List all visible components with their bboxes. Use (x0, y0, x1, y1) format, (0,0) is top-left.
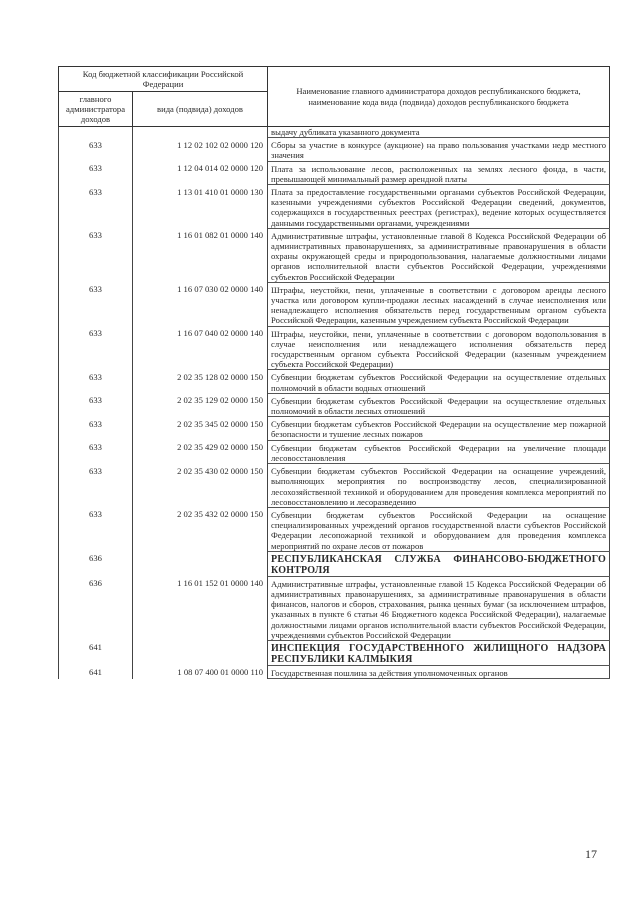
description-cell: Административные штрафы, установленные главой 15 Кодекса Российской Федерации об административных правонарушениях, за административные правонарушения в области финансов, налогов и сборов, страхования, рынка ценных бумаг (за исключением штрафов, указанных в пункте 6 статьи 46 Бюджетного кодекса Российской Федерации), налагаемые должностными лицами органов исполнительной власти субъектов Российской Федерации, учреждениями субъектов Российской Федерации (268, 576, 610, 640)
description-cell: Субвенции бюджетам субъектов Российской Федерации на увеличение площади лесовосстановления (268, 440, 610, 463)
description-cell: Субвенции бюджетам субъектов Российской Федерации на оснащение учреждений, выполняющих мероприятия по воспроизводству лесов, специализированной лесохозяйственной техникой и оборудованием для проведения комплекса мероприятий по лесовосстановлению и лесоразведению (268, 464, 610, 508)
admin-code-cell: 636 (59, 576, 133, 640)
description-cell: Субвенции бюджетам субъектов Российской Федерации на осуществление отдельных полномочий в области лесных отношений (268, 393, 610, 416)
description-cell: Плата за предоставление государственными органами субъектов Российской Федерации, казенными учреждениями субъектов Российской Федерации сведений, документов, содержащихся в государственных реестрах (регистрах), ведение которых осуществляется данными государственными органами, учреждениями (268, 185, 610, 229)
description-cell: Субвенции бюджетам субъектов Российской Федерации на осуществление мер пожарной безопасности и тушение лесных пожаров (268, 417, 610, 440)
revenue-code-cell (133, 640, 268, 665)
admin-code-cell: 633 (59, 185, 133, 229)
table-row (59, 370, 610, 393)
description-cell: РЕСПУБЛИКАНСКАЯ СЛУЖБА ФИНАНСОВО-БЮДЖЕТНОГО КОНТРОЛЯ (268, 551, 610, 576)
revenue-code-cell: 1 16 07 040 02 0000 140 (133, 326, 268, 370)
revenue-code-cell: 2 02 35 432 02 0000 150 (133, 507, 268, 551)
description-cell: Сборы за участие в конкурсе (аукционе) на право пользования участками недр местного значения (268, 138, 610, 161)
revenue-code-cell: 1 13 01 410 01 0000 130 (133, 185, 268, 229)
description-cell: Штрафы, неустойки, пени, уплаченные в соответствии с договором аренды лесного участка или договором купли-продажи лесных насаждений в случае неисполнения или ненадлежащего исполнения обязательств перед государственным органом субъекта Российской Федерации, казенным учреждением субъекта Российской Федерации (268, 282, 610, 326)
table-row (59, 464, 610, 508)
description-cell: Субвенции бюджетам субъектов Российской Федерации на оснащение специализированных учреждений органов государственной власти субъектов Российской Федерации лесопожарной техникой и оборудованием для проведения комплекса мероприятий по охране лесов от пожаров (268, 507, 610, 551)
table-row (59, 282, 610, 326)
admin-code-cell: 633 (59, 138, 133, 161)
revenue-code-cell: 2 02 35 429 02 0000 150 (133, 440, 268, 463)
bk-group-header: Код бюджетной классификации Российской Федерации (59, 67, 268, 92)
admin-code-cell: 633 (59, 326, 133, 370)
table-row (59, 228, 610, 282)
revenue-code-cell: 1 08 07 400 01 0000 110 (133, 665, 268, 678)
table-row (59, 665, 610, 678)
description-cell: Плата за использование лесов, расположенных на землях лесного фонда, в части, превышающей минимальный размер арендной платы (268, 161, 610, 184)
section-header-row (59, 640, 610, 665)
revenue-code-cell: 1 16 07 030 02 0000 140 (133, 282, 268, 326)
description-cell: Административные штрафы, установленные главой 8 Кодекса Российской Федерации об административных правонарушениях, за административные правонарушения в области охраны окружающей среды и природопользования, налагаемые должностными лицами органов исполнительной власти субъектов Российской Федерации, учреждениями субъектов Российской Федерации (268, 228, 610, 282)
table-body (59, 127, 610, 679)
table-row (59, 393, 610, 416)
page-number: 17 (585, 847, 597, 861)
revenue-code-cell: 2 02 35 345 02 0000 150 (133, 417, 268, 440)
table-row (59, 138, 610, 161)
admin-code-cell: 633 (59, 440, 133, 463)
admin-code-cell: 641 (59, 665, 133, 678)
revenue-code-cell: 1 16 01 082 01 0000 140 (133, 228, 268, 282)
admin-code-cell: 633 (59, 161, 133, 184)
revenue-classification-table (58, 66, 610, 679)
table-row (59, 185, 610, 229)
revenue-code-cell: 1 12 02 102 02 0000 120 (133, 138, 268, 161)
admin-code-cell (59, 127, 133, 138)
admin-code-cell: 633 (59, 393, 133, 416)
admin-column-header: главного администратора доходов (59, 92, 133, 127)
admin-code-cell: 633 (59, 228, 133, 282)
admin-code-cell: 633 (59, 507, 133, 551)
table-row (59, 161, 610, 184)
description-cell: Штрафы, неустойки, пени, уплаченные в соответствии с договором водопользования в случае неисполнения или ненадлежащего исполнения обязательств перед государственным органом субъекта Российской Федерации (казенным учреждением субъекта Российской Федерации) (268, 326, 610, 370)
table-row (59, 127, 610, 138)
revenue-code-cell: 2 02 35 430 02 0000 150 (133, 464, 268, 508)
admin-code-cell: 633 (59, 464, 133, 508)
kind-column-header: вида (подвида) доходов (133, 92, 268, 127)
description-cell: Субвенции бюджетам субъектов Российской Федерации на осуществление отдельных полномочий в области водных отношений (268, 370, 610, 393)
admin-code-cell: 633 (59, 282, 133, 326)
admin-code-cell: 633 (59, 370, 133, 393)
revenue-code-cell: 2 02 35 129 02 0000 150 (133, 393, 268, 416)
description-cell: ИНСПЕКЦИЯ ГОСУДАРСТВЕННОГО ЖИЛИЩНОГО НАДЗОРА РЕСПУБЛИКИ КАЛМЫКИЯ (268, 640, 610, 665)
description-cell: выдачу дубликата указанного документа (268, 127, 610, 138)
revenue-code-cell: 1 12 04 014 02 0000 120 (133, 161, 268, 184)
table-row (59, 326, 610, 370)
admin-code-cell: 633 (59, 417, 133, 440)
revenue-code-cell: 1 16 01 152 01 0000 140 (133, 576, 268, 640)
revenue-code-cell (133, 551, 268, 576)
section-header-row (59, 551, 610, 576)
table-row (59, 440, 610, 463)
revenue-code-cell (133, 127, 268, 138)
admin-code-cell: 641 (59, 640, 133, 665)
admin-code-cell: 636 (59, 551, 133, 576)
table-row (59, 417, 610, 440)
table-row (59, 507, 610, 551)
description-cell: Государственная пошлина за действия уполномоченных органов (268, 665, 610, 678)
table-row (59, 576, 610, 640)
name-column-header: Наименование главного администратора доходов республиканского бюджета, наименование кода вида (подвида) доходов республиканского бюджета (268, 67, 610, 127)
revenue-code-cell: 2 02 35 128 02 0000 150 (133, 370, 268, 393)
